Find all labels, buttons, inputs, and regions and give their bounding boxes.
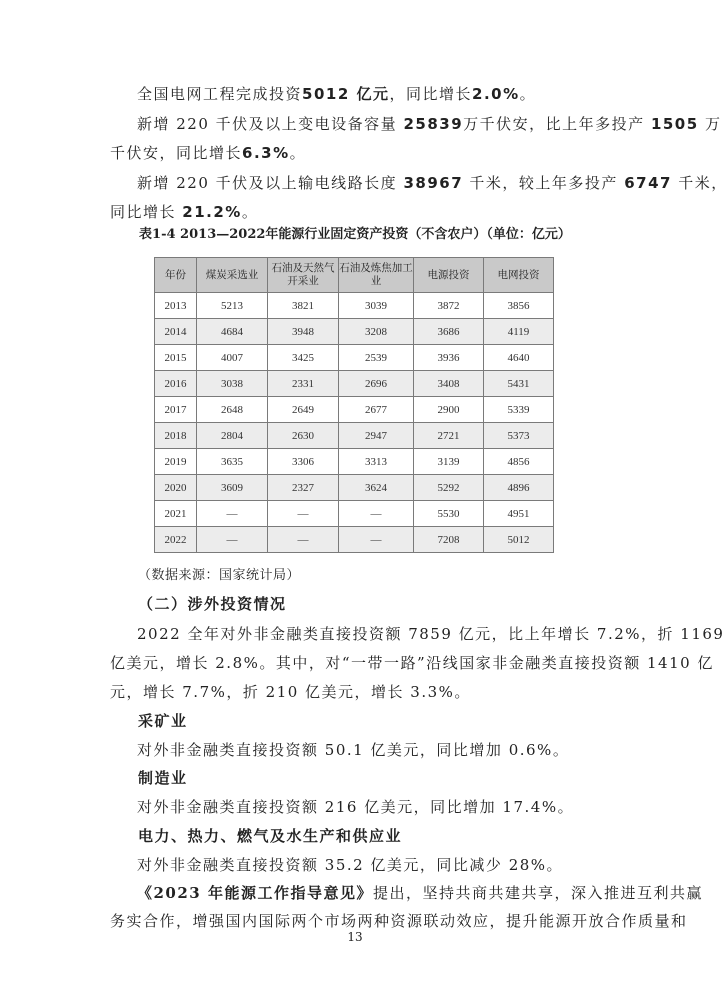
table-source-note: （数据来源：国家统计局） (138, 568, 301, 583)
value-cell: 3635 (197, 449, 268, 475)
utilities-text: 对外非金融类直接投资额 35.2 亿美元，同比减少 28%。 (137, 856, 564, 874)
value-cell: 3856 (484, 293, 554, 319)
closing-paragraph-line-2: 务实合作，增强国内国际两个市场两种资源联动效应，提升能源开放合作质量和 (110, 912, 688, 930)
transmission-text: 新增 220 千伏及以上输电线路长度 (137, 174, 398, 192)
value-cell: 2947 (339, 423, 414, 449)
table-row (155, 475, 554, 501)
value-cell: 3872 (414, 293, 484, 319)
value-cell: 2327 (268, 475, 339, 501)
value-cell: 4119 (484, 319, 554, 345)
value-cell: — (339, 501, 414, 527)
transmission-paragraph-line-2 (110, 202, 258, 222)
table-row (155, 293, 554, 319)
value-cell: 2630 (268, 423, 339, 449)
value-cell: 5213 (197, 293, 268, 319)
transmission-length-value: 38967 (403, 174, 464, 192)
foreign-investment-line-3: 元，增长 7.7%，折 210 亿美元，增长 3.3%。 (110, 683, 471, 701)
value-cell: 3936 (414, 345, 484, 371)
value-cell: 2649 (268, 397, 339, 423)
page-number: 13 (347, 930, 363, 944)
value-cell: 3306 (268, 449, 339, 475)
value-cell: 3609 (197, 475, 268, 501)
value-cell: 5431 (484, 371, 554, 397)
substation-growth: 6.3% (242, 144, 290, 162)
value-cell: 3408 (414, 371, 484, 397)
value-cell: 4640 (484, 345, 554, 371)
year-cell: 2019 (155, 449, 197, 475)
value-cell: 2900 (414, 397, 484, 423)
value-cell: 2721 (414, 423, 484, 449)
section-heading-foreign-investment: （二）涉外投资情况 (138, 595, 287, 613)
table-row (155, 527, 554, 553)
table-row (155, 345, 554, 371)
year-cell: 2021 (155, 501, 197, 527)
year-cell: 2016 (155, 371, 197, 397)
column-header: 电网投资 (484, 258, 554, 293)
investment-table (154, 257, 554, 553)
value-cell: 2696 (339, 371, 414, 397)
value-cell: 4007 (197, 345, 268, 371)
value-cell: 4856 (484, 449, 554, 475)
transmission-unit: 千米， (678, 174, 728, 192)
value-cell: 3038 (197, 371, 268, 397)
value-cell: 5292 (414, 475, 484, 501)
value-cell: 3948 (268, 319, 339, 345)
grid-text-2: ，同比增长 (389, 85, 473, 103)
value-cell: 3624 (339, 475, 414, 501)
year-cell: 2015 (155, 345, 197, 371)
mining-text: 对外非金融类直接投资额 50.1 亿美元，同比增加 0.6%。 (137, 741, 570, 759)
column-header: 电源投资 (414, 258, 484, 293)
table-title: 表1-4 2013—2022年能源行业固定资产投资（不含农户）（单位：亿元） (139, 227, 571, 242)
mining-heading: 采矿业 (138, 712, 188, 730)
value-cell: 2648 (197, 397, 268, 423)
year-cell: 2022 (155, 527, 197, 553)
value-cell: 3425 (268, 345, 339, 371)
value-cell: 5339 (484, 397, 554, 423)
column-header: 石油及炼焦加工业 (339, 258, 414, 293)
grid-text-3: 。 (519, 85, 537, 103)
utilities-heading: 电力、热力、燃气及水生产和供应业 (138, 827, 403, 845)
closing-text: 提出，坚持共商共建共享，深入推进互利共赢 (372, 884, 703, 902)
transmission-text-2: 千米，较上年多投产 (469, 174, 618, 192)
year-cell: 2014 (155, 319, 197, 345)
substation-text-4: 。 (289, 144, 307, 162)
value-cell: 4951 (484, 501, 554, 527)
value-cell: — (268, 501, 339, 527)
grid-value: 5012 亿元 (302, 85, 390, 103)
year-cell: 2017 (155, 397, 197, 423)
value-cell: 4896 (484, 475, 554, 501)
substation-paragraph-line-2 (110, 143, 306, 163)
value-cell: 2331 (268, 371, 339, 397)
transmission-paragraph-line-1 (137, 173, 728, 193)
table-header-row (155, 258, 554, 293)
table-row (155, 319, 554, 345)
table-row (155, 501, 554, 527)
substation-text: 新增 220 千伏及以上变电设备容量 (137, 115, 398, 133)
value-cell: 2804 (197, 423, 268, 449)
value-cell: 5012 (484, 527, 554, 553)
table-body (155, 293, 554, 553)
column-header: 煤炭采选业 (197, 258, 268, 293)
table-row (155, 449, 554, 475)
guideline-title: 《2023 年能源工作指导意见》 (137, 884, 373, 902)
value-cell: 7208 (414, 527, 484, 553)
value-cell: — (339, 527, 414, 553)
grid-growth: 2.0% (472, 85, 520, 103)
column-header: 年份 (155, 258, 197, 293)
value-cell: 2677 (339, 397, 414, 423)
value-cell: — (197, 501, 268, 527)
closing-paragraph-line-1 (137, 883, 703, 903)
transmission-text-3: 同比增长 (110, 203, 177, 221)
substation-unit: 万 (704, 115, 722, 133)
transmission-text-4: 。 (241, 203, 259, 221)
table-row (155, 423, 554, 449)
value-cell: 5530 (414, 501, 484, 527)
value-cell: 3686 (414, 319, 484, 345)
value-cell: 2539 (339, 345, 414, 371)
transmission-increase-value: 6747 (624, 174, 672, 192)
value-cell: 3208 (339, 319, 414, 345)
substation-capacity-value: 25839 (403, 115, 464, 133)
foreign-investment-line-2: 亿美元，增长 2.8%。其中，对“一带一路”沿线国家非金融类直接投资额 1410 亿 (110, 654, 714, 672)
substation-text-2: 万千伏安，比上年多投产 (463, 115, 645, 133)
value-cell: 3821 (268, 293, 339, 319)
transmission-growth: 21.2% (182, 203, 242, 221)
manufacturing-text: 对外非金融类直接投资额 216 亿美元，同比增加 17.4%。 (137, 798, 575, 816)
substation-increase-value: 1505 (650, 115, 699, 133)
substation-text-3: 千伏安，同比增长 (110, 144, 243, 162)
manufacturing-heading: 制造业 (138, 769, 188, 787)
grid-investment-paragraph (137, 84, 536, 104)
table-row (155, 371, 554, 397)
column-header: 石油及天然气开采业 (268, 258, 339, 293)
value-cell: 4684 (197, 319, 268, 345)
value-cell: 3039 (339, 293, 414, 319)
year-cell: 2020 (155, 475, 197, 501)
substation-paragraph-line-1 (137, 114, 721, 134)
value-cell: 3313 (339, 449, 414, 475)
table-row (155, 397, 554, 423)
value-cell: — (197, 527, 268, 553)
year-cell: 2013 (155, 293, 197, 319)
value-cell: 3139 (414, 449, 484, 475)
year-cell: 2018 (155, 423, 197, 449)
value-cell: 5373 (484, 423, 554, 449)
value-cell: — (268, 527, 339, 553)
foreign-investment-line-1: 2022 全年对外非金融类直接投资额 7859 亿元，比上年增长 7.2%，折 1169 (137, 625, 725, 643)
grid-text: 全国电网工程完成投资 (137, 85, 303, 103)
